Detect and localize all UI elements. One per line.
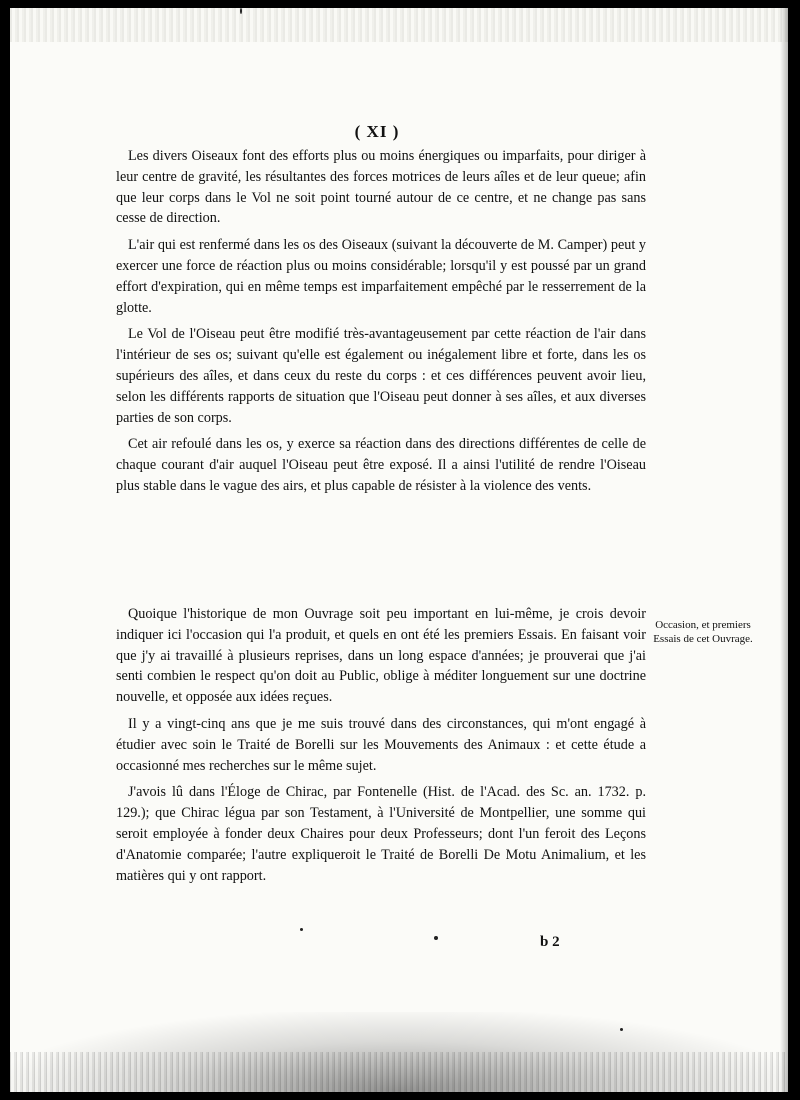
section-2-text (116, 604, 646, 892)
page-bottom-grain (10, 1052, 788, 1092)
signature-mark: b 2 (540, 934, 560, 950)
paragraph: Les divers Oiseaux font des efforts plus ou moins énergiques ou imparfaits, pour diriger à leur centre de gravité, les résultantes des forces motrices de leurs aîles et de leur queue; afin que leur corps dans le Vol ne soit point tourné autour de ce centre, et ne change pas sans cesse de direction. (116, 148, 646, 227)
paragraph: Le Vol de l'Oiseau peut être modifié très-avantageusement par cette réaction de l'air dans l'intérieur de ses os; suivant qu'elle est également ou inégalement libre et forte, dans les os supérieurs des aîles, et dans ceux du reste du corps : et ces différences peuvent avoir lieu, selon les différents rapports de situation que l'Oiseau peut donner à ses aîles, et aux diverses parties de son corps. (116, 326, 646, 426)
section-1-text (116, 146, 646, 503)
page-top-edge (10, 8, 788, 42)
paragraph: L'air qui est renfermé dans les os des Oiseaux (suivant la découverte de M. Camper) peut y exercer une force de réaction plus ou moins considérable; lorsqu'il y est poussé par un grand effort d'expiration, qui en même temps est imparfaitement empêché par le resserrement de la glotte. (116, 237, 646, 316)
paragraph: Quoique l'historique de mon Ouvrage soit peu important en lui-même, je crois devoir indiquer ici l'occasion qui l'a produit, et quels en ont été les premiers Essais. En faisant voir que j'y ai travaillé à plusieurs reprises, dans un long espace d'années; je prouverai que j'ai senti combien le respect qu'on doit au Public, oblige à méditer longuement sur une doctrine nouvelle, et opposée aux idées reçues. (116, 606, 646, 706)
page-right-edge (780, 8, 788, 1092)
paragraph: Cet air refoulé dans les os, y exerce sa réaction dans des directions différentes de celle de chaque courant d'air auquel l'Oiseau peut être exposé. Il a ainsi l'utilité de rendre l'Oiseau plus stable dans le vague des airs, et plus capable de résister à la violence des vents. (116, 436, 646, 494)
page-number-header: ( XI ) (354, 122, 400, 141)
margin-note: Occasion, et premiers Essais de cet Ouvrage. (653, 619, 753, 645)
paragraph: Il y a vingt-cinq ans que je me suis trouvé dans des circonstances, qui m'ont engagé à étudier avec soin le Traité de Borelli sur les Mouvements des Animaux : et cette étude a occasionné mes recherches sur le même sujet. (116, 715, 646, 774)
scanned-page (10, 8, 788, 1092)
paragraph: J'avois lû dans l'Éloge de Chirac, par Fontenelle (Hist. de l'Acad. des Sc. an. 1732. p. 129.); que Chirac légua par son Testament, à l'Université de Montpellier, une somme qui seroit employée à fonder deux Chaires pour deux Professeurs; dont l'un feroit des Leçons d'Anatomie comparée; l'autre expliqueroit le Traité de Borelli De Motu Animalium, et les matières qui y ont rapport. (116, 784, 646, 884)
